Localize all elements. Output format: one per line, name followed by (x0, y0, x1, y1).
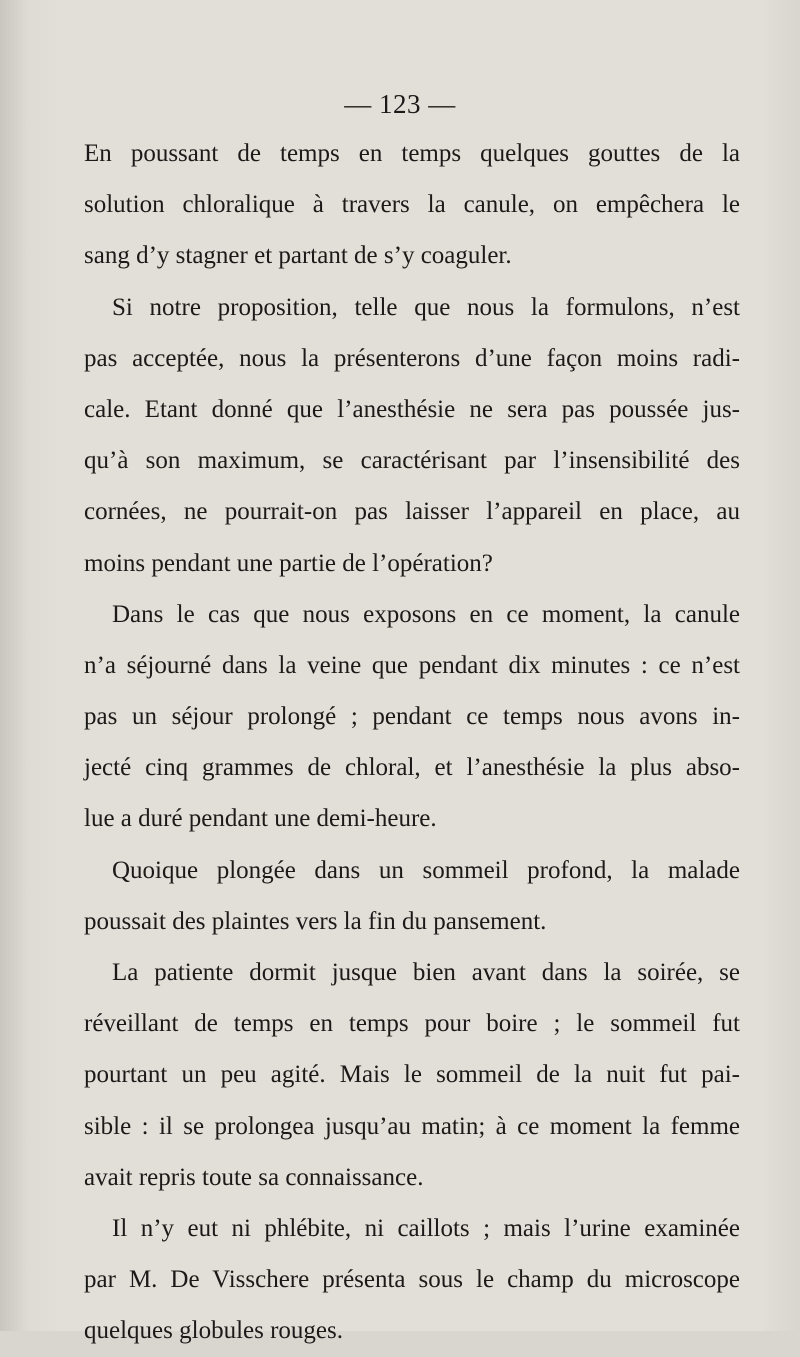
text-line: En poussant de temps en temps quelques gouttes de la (84, 140, 740, 167)
text-line: pas un séjour prolongé ; pendant ce temps nous avons in- (84, 703, 740, 731)
text-line: moins pendant une partie de l’opération? (84, 549, 493, 577)
page-number: — 123 — (344, 89, 456, 119)
text-line: Dans le cas que nous exposons en ce moment, la canule (112, 600, 740, 628)
text-line: Il n’y eut ni phlébite, ni caillots ; mais l’urine examinée (112, 1214, 740, 1242)
text-line: avait repris toute sa connaissance. (84, 1163, 424, 1191)
text-line: Si notre proposition, telle que nous la formulons, n’est (112, 293, 740, 321)
text-line: par M. De Visschere présenta sous le champ du microscope (84, 1266, 740, 1294)
text-line: lue a duré pendant une demi-heure. (84, 805, 437, 833)
text-line: quelques globules rouges. (84, 1317, 343, 1345)
text-line: poussait des plaintes vers la fin du pansement. (84, 907, 547, 935)
text-line: solution chloralique à travers la canule, on empêchera le (84, 191, 740, 219)
text-line: pourtant un peu agité. Mais le sommeil de la nuit fut pai- (84, 1061, 740, 1089)
text-line: cale. Etant donné que l’anesthésie ne sera pas poussée jus- (84, 395, 740, 423)
text-line: jecté cinq grammes de chloral, et l’anesthésie la plus abso- (84, 754, 740, 782)
text-line: sang d’y stagner et partant de s’y coaguler. (84, 242, 512, 270)
text-line: pas acceptée, nous la présenterons d’une façon moins radi- (84, 344, 740, 372)
text-line: sible : il se prolongea jusqu’au matin; à ce moment la femme (84, 1112, 740, 1140)
text-line: La patiente dormit jusque bien avant dans la soirée, se (112, 959, 740, 986)
text-line: Quoique plongée dans un sommeil profond, la malade (112, 856, 740, 884)
text-line: n’a séjourné dans la veine que pendant dix minutes : ce n’est (84, 651, 740, 679)
text-line: réveillant de temps en temps pour boire ; le sommeil fut (84, 1010, 740, 1038)
body-text (84, 128, 740, 1357)
text-line: qu’à son maximum, se caractérisant par l’insensibilité des (84, 447, 740, 475)
text-line: cornées, ne pourrait-on pas laisser l’appareil en place, au (84, 498, 740, 526)
